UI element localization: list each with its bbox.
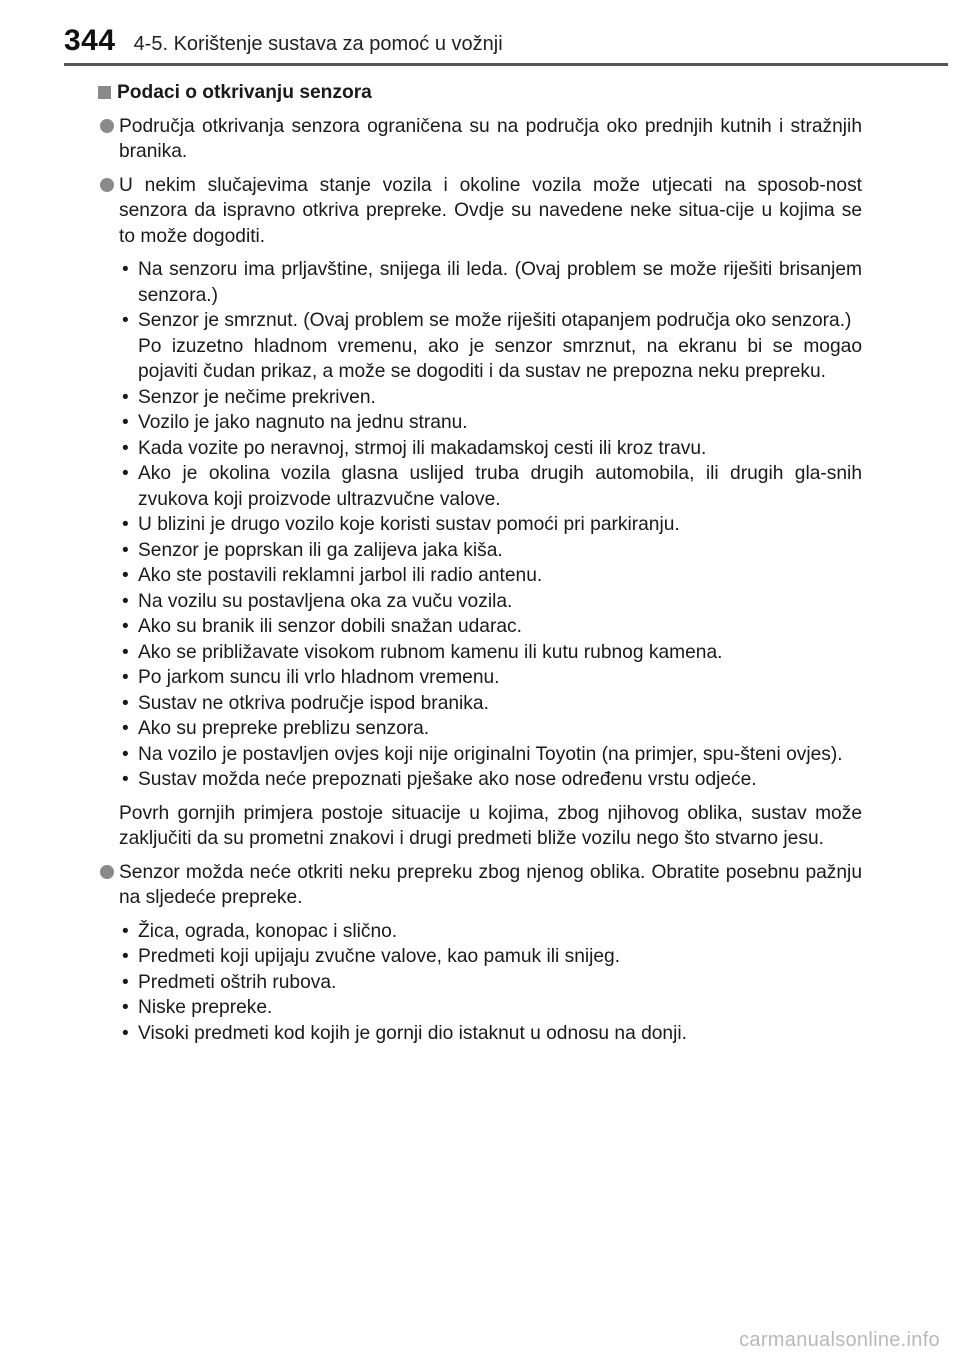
header-divider: [64, 63, 948, 66]
info-block-2: [100, 173, 862, 250]
circle-bullet-icon: [100, 178, 114, 192]
block-text: Senzor možda neće otkriti neku prepreku zbog njenog oblika. Obratite posebnu pažnju na sljedeće prepreke.: [119, 861, 862, 908]
info-block-1: [100, 114, 862, 165]
list-item: • Visoki predmeti kod kojih je gornji dio istaknut u odnosu na donji.: [119, 1021, 862, 1047]
list-item: • Ako se približavate visokom rubnom kamenu ili kutu rubnog kamena.: [119, 640, 862, 666]
list-item: • Na vozilu su postavljena oka za vuču vozila.: [119, 589, 862, 615]
list-item: • Sustav ne otkriva područje ispod branika.: [119, 691, 862, 717]
condition-list: [119, 257, 862, 793]
list-item: • Na vozilo je postavljen ovjes koji nije originalni Toyotin (na primjer, spu-šteni ovjes).: [119, 742, 862, 768]
list-item-continuation: Po izuzetno hladnom vremenu, ako je senzor smrznut, na ekranu bi se mogao pojaviti čudan prikaz, a može se dogoditi i da sustav ne prepozna neku prepreku.: [138, 335, 862, 382]
block-text: U nekim slučajevima stanje vozila i okoline vozila može utjecati na sposob-nost senzora da ispravno otkriva prepreke. Ovdje su navedene neke situa-cije u kojima se to može dogoditi.: [119, 174, 862, 247]
main-content: [100, 80, 862, 1054]
list-item: • U blizini je drugo vozilo koje koristi sustav pomoći pri parkiranju.: [119, 512, 862, 538]
list-item: • Žica, ograda, konopac i slično.: [119, 919, 862, 945]
list-item: • Ako su branik ili senzor dobili snažan udarac.: [119, 614, 862, 640]
circle-bullet-icon: [100, 865, 114, 879]
square-bullet-icon: [98, 86, 111, 99]
list-item: • Senzor je poprskan ili ga zalijeva jaka kiša.: [119, 538, 862, 564]
list-item: • Vozilo je jako nagnuto na jednu stranu.: [119, 410, 862, 436]
watermark: carmanualsonline.info: [739, 1329, 940, 1351]
section-heading: [98, 80, 862, 106]
list-item: • Na senzoru ima prljavštine, snijega ili leda. (Ovaj problem se može riješiti brisanjem senzora.): [119, 257, 862, 308]
list-item: • Ako ste postavili reklamni jarbol ili radio antenu.: [119, 563, 862, 589]
obstacle-list: [119, 919, 862, 1047]
heading-text: Podaci o otkrivanju senzora: [117, 82, 372, 103]
section-title: 4-5. Korištenje sustava za pomoć u vožnji: [133, 33, 503, 55]
list-item: • Senzor je smrznut. (Ovaj problem se može riješiti otapanjem područja oko senzora.) Po izuzetno hladnom vremenu, ako je senzor smrznut, na ekranu bi se mogao pojaviti čudan prikaz, a može se dogoditi i da sustav ne prepozna neku prepreku.: [119, 308, 862, 385]
list-item: • Kada vozite po neravnoj, strmoj ili makadamskoj cesti ili kroz travu.: [119, 436, 862, 462]
list-item: • Sustav možda neće prepoznati pješake ako nose određenu vrstu odjeće.: [119, 767, 862, 793]
list-item: • Senzor je nečime prekriven.: [119, 385, 862, 411]
list-item: • Niske prepreke.: [119, 995, 862, 1021]
list-item: • Po jarkom suncu ili vrlo hladnom vremenu.: [119, 665, 862, 691]
list-item: • Ako je okolina vozila glasna uslijed truba drugih automobila, ili drugih gla-snih zvukova koji proizvode ultrazvučne valove.: [119, 461, 862, 512]
list-item: • Predmeti koji upijaju zvučne valove, kao pamuk ili snijeg.: [119, 944, 862, 970]
note-paragraph: Povrh gornjih primjera postoje situacije u kojima, zbog njihovog oblika, sustav može zaključiti da su prometni znakovi i drugi predmeti bliže vozilu nego što stvarno jesu.: [119, 802, 862, 849]
list-item: • Ako su prepreke preblizu senzora.: [119, 716, 862, 742]
list-item: • Predmeti oštrih rubova.: [119, 970, 862, 996]
block-text: Područja otkrivanja senzora ograničena su na područja oko prednjih kutnih i stražnjih branika.: [119, 115, 862, 162]
page-number: 344: [64, 24, 116, 57]
circle-bullet-icon: [100, 119, 114, 133]
info-block-3: [100, 860, 862, 911]
page-header: [64, 24, 896, 66]
